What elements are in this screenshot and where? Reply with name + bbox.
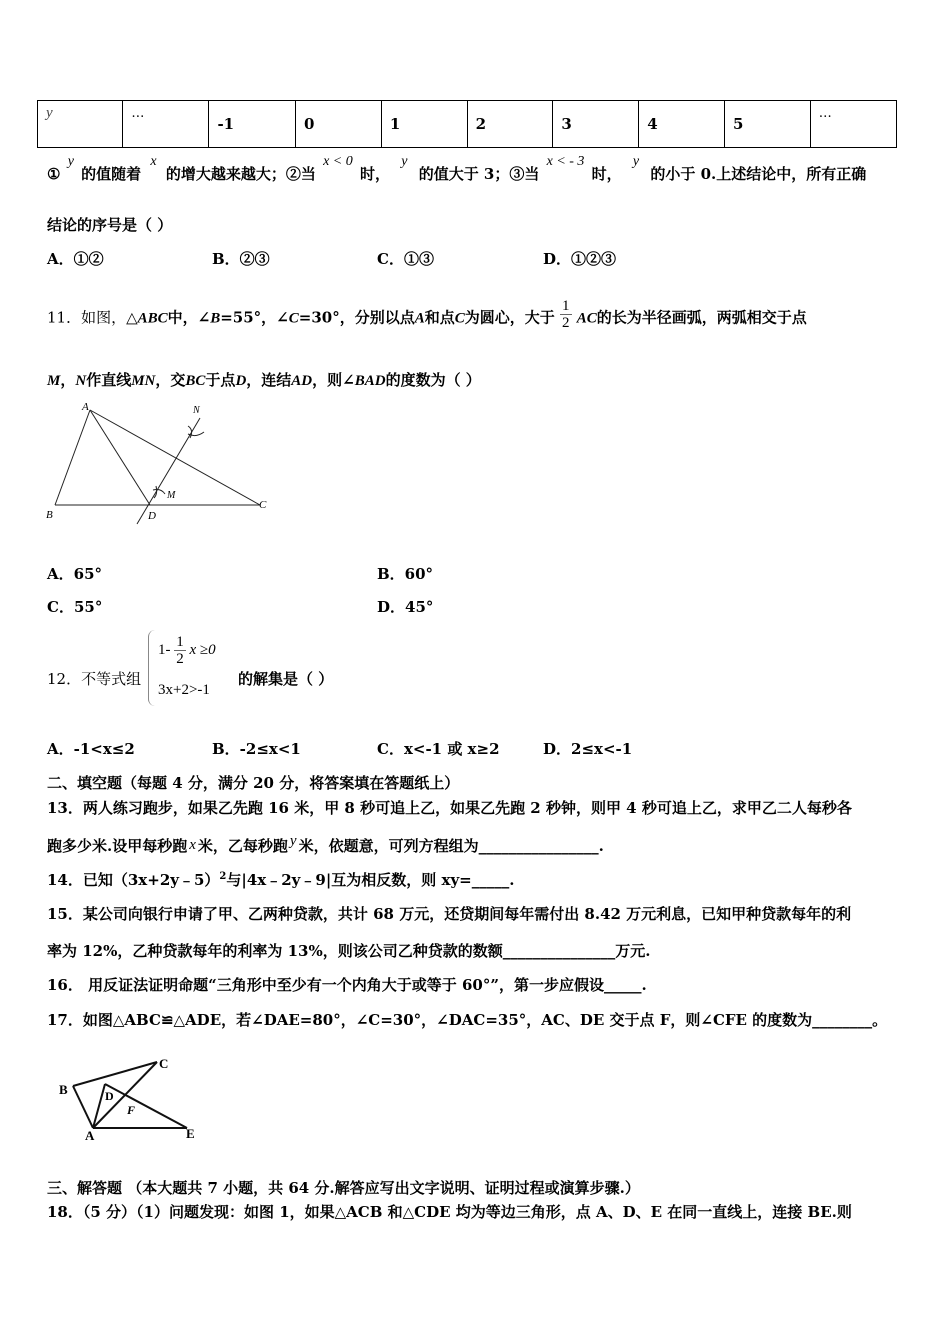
q13-line2: 跑多少米.设甲每秒跑 x 米，乙每秒跑 y 米，依题意，可列方程组为________________.: [47, 833, 604, 855]
q12-option-a: A．-1<x≤2: [47, 740, 135, 758]
side-ab: [55, 410, 90, 505]
q18-line: 18．（5 分）（1）问题发现：如图 1，如果△ACB 和△CDE 均为等边三角形，点 A、D、E 在同一直线上，连接 BE.则: [47, 1203, 852, 1221]
fraction-half: $\frac{1}{2}$: [176, 634, 184, 667]
table-cell: …: [810, 101, 896, 148]
q11-option-a: A．65°: [47, 565, 103, 583]
label-c: C: [159, 1056, 169, 1071]
label-e: E: [186, 1126, 195, 1141]
value-table: [37, 100, 897, 148]
label-f: F: [127, 1103, 136, 1117]
system-brace: [148, 630, 155, 706]
arc-m2: [154, 486, 157, 498]
label-c: C: [259, 499, 267, 511]
table-cell: …: [123, 101, 209, 148]
fraction-half: $\frac{1}{2}$: [562, 298, 570, 331]
label-a: A: [82, 401, 89, 413]
q10-line2: 结论的序号是（ ）: [47, 216, 173, 234]
table-row: [38, 101, 897, 148]
section-2-heading: 二、填空题（每题 4 分，满分 20 分，将答案填在答题纸上）: [47, 774, 460, 792]
label-d: D: [148, 510, 156, 522]
q11-option-d: D．45°: [377, 598, 434, 616]
q12-option-b: B．-2≤x<1: [212, 740, 301, 758]
table-cell: -1: [209, 101, 296, 148]
label-b: B: [46, 509, 53, 521]
q13-line1: 13．两人练习跑步，如果乙先跑 16 米，甲 8 秒可追上乙，如果乙先跑 2 秒钟，则甲 4 秒可追上乙，求甲乙二人每秒各: [47, 799, 852, 817]
inequality-1: 1- $\frac{1}{2}$ x ≥0: [158, 634, 216, 667]
q12-option-d: D．2≤x<-1: [543, 740, 633, 758]
q10-line1: ① y 的值随着 x 的增大越来越大；②当 x < 0 时， y 的值大于 3；③当 x < - 3 时， y 的小于 0.上述结论中，所有正确: [47, 154, 867, 183]
label-m: M: [167, 490, 176, 501]
segment-de: [105, 1084, 187, 1128]
table-cell: 0: [296, 101, 382, 148]
q10-option-d: D．①②③: [543, 250, 617, 268]
section-3-heading: 三、解答题 （本大题共 7 小题，共 64 分.解答应写出文字说明、证明过程或演算步骤.）: [47, 1179, 640, 1197]
table-cell: 2: [467, 101, 553, 148]
segment-ad: [90, 410, 150, 505]
q11-line2: M，N作直线MN，交BC于点D，连结AD，则∠BAD的度数为（ ）: [47, 371, 481, 389]
label-d: D: [105, 1089, 114, 1103]
q12-suffix: 的解集是（ ）: [238, 670, 334, 688]
q12-prefix: 12．不等式组: [47, 670, 142, 688]
q11-option-c: C．55°: [47, 598, 103, 616]
inequality-2: 3x+2>-1: [158, 682, 210, 698]
q10-option-b: B．②③: [212, 250, 270, 268]
q11-option-b: B．60°: [377, 565, 434, 583]
label-b: B: [59, 1082, 68, 1097]
q15-line1: 15．某公司向银行申请了甲、乙两种贷款，共计 68 万元，还贷期间每年需付出 8.42 万元利息，已知甲种贷款每年的利: [47, 905, 852, 923]
segment-ba: [73, 1086, 93, 1128]
label-n: N: [193, 405, 200, 416]
table-cell: 1: [381, 101, 467, 148]
table-cell: y: [38, 101, 123, 148]
label-a: A: [85, 1128, 95, 1143]
arc-n2: [188, 426, 192, 438]
q16-line: 16． 用反证法证明命题“三角形中至少有一个内角大于或等于 60°”，第一步应假设_____.: [47, 976, 647, 994]
triangle-abc-figure: [40, 398, 280, 528]
q14-line: 14．已知（3x+2y﹣5）$^2$与|4x﹣2y﹣9|互为相反数，则 xy=_____.: [47, 871, 515, 889]
table-cell: 5: [725, 101, 811, 148]
q11-line1: 11．如图，△ABC中，∠B=55°，∠C=30°，分别以点A和点C为圆心，大于 $\frac{1}{2}$ AC的长为半径画弧，两弧相交于点: [47, 298, 807, 331]
line-mn: [137, 418, 200, 524]
q10-option-c: C．①③: [377, 250, 434, 268]
congruent-triangles-figure: [55, 1052, 215, 1144]
q10-option-a: A．①②: [47, 250, 104, 268]
q15-line2: 率为 12%，乙种贷款每年的利率为 13%，则该公司乙种贷款的数额_______________万元.: [47, 942, 651, 960]
q17-line: 17．如图△ABC≌△ADE，若∠DAE=80°，∠C=30°，∠DAC=35°，AC、DE 交于点 F，则∠CFE 的度数为________。: [47, 1011, 888, 1029]
table-cell: 3: [553, 101, 639, 148]
q12-option-c: C．x<-1 或 x≥2: [377, 740, 500, 758]
table-cell: 4: [639, 101, 725, 148]
